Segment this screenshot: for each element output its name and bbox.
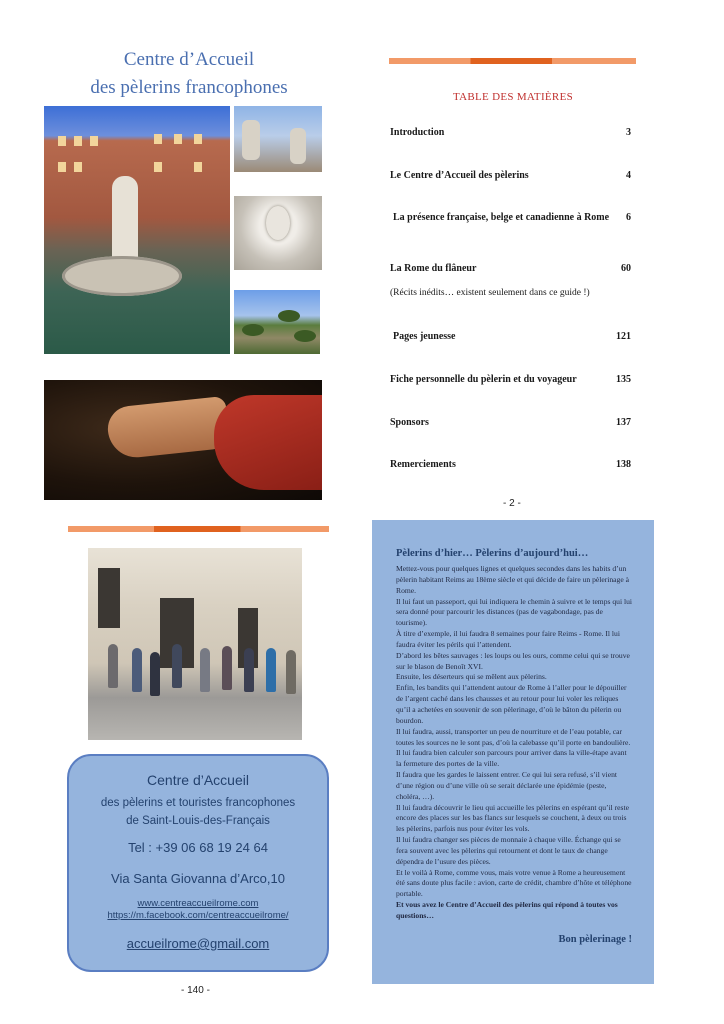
fountain-photo <box>44 106 230 354</box>
page-number-2: - 2 - <box>503 498 521 509</box>
contact-subtitle-1: des pèlerins et touristes francophones <box>100 797 296 809</box>
toc-row-sponsors[interactable] <box>390 417 631 428</box>
toc-label: Introduction <box>390 127 445 138</box>
story-box <box>372 520 654 984</box>
bust-photo <box>234 196 322 270</box>
title-line-1: Centre d’Accueil <box>123 49 255 70</box>
toc-page: 135 <box>616 374 631 385</box>
toc-page: 138 <box>616 459 631 470</box>
toc-label: Sponsors <box>390 417 429 428</box>
toc-label: Fiche personnelle du pèlerin et du voyageur <box>390 374 577 385</box>
toc-row-centre[interactable] <box>390 170 631 181</box>
story-paragraph: Ensuite, les déserteurs qui se mêlent aux pèlerins. <box>396 672 547 682</box>
toc-page: 6 <box>626 212 631 223</box>
title-line-2: des pèlerins francophones <box>90 77 288 98</box>
facebook-link[interactable]: https://m.facebook.com/centreaccueilrome/ <box>107 910 289 921</box>
contact-subtitle-2: de Saint-Louis-des-Français <box>126 815 270 827</box>
story-title: Pèlerins d’hier… Pèlerins d’aujourd’hui… <box>396 548 589 559</box>
story-body <box>396 564 632 922</box>
contact-divider-bar <box>68 526 329 532</box>
story-closing: Et vous avez le Centre d’Accueil des pèlerins qui répond à toutes vos questions… <box>396 900 618 920</box>
toc-row-flaneur[interactable] <box>390 263 631 274</box>
toc-page: 3 <box>626 127 631 138</box>
toc-row-remerciements[interactable] <box>390 459 631 470</box>
story-paragraph: Il lui faudra découvrir le lieu qui accueille les pèlerins en espérant qu’il reste encore des places sur les bas flancs sur lesquels se couchent, à deux ou trois les pèlerins, parfois nus pour éviter les vols. <box>396 802 629 834</box>
toc-label: La présence française, belge et canadienne à Rome <box>393 212 610 223</box>
toc-heading: TABLE DES MATIÈRES <box>452 91 574 103</box>
story-paragraph: Il lui faut un passeport, qui lui indiquera le chemin à suivre et le temps qui lui sera donné pour parcourir les distances (pas de vagabondage, pas de tourisme). <box>396 596 632 628</box>
website-link[interactable]: www.centreaccueilrome.com <box>137 898 259 909</box>
toc-row-presence[interactable] <box>393 212 631 223</box>
brochure-title <box>44 46 334 102</box>
toc-label: Pages jeunesse <box>393 331 456 342</box>
contact-phone: Tel : +39 06 68 19 24 64 <box>128 840 268 855</box>
toc-divider-bar <box>389 58 636 64</box>
toc-label: La Rome du flâneur <box>390 263 477 274</box>
story-paragraph: Il lui faudra, aussi, transporter un peu de nourriture et de l’eau potable, car toutes les sources ne le sont pas, d’où la calebasse qu’il porte en bandoulière. <box>396 726 631 747</box>
toc-row-fiche[interactable] <box>390 374 631 385</box>
story-paragraph: Il faudra que les gardes le laissent entrer. Ce qui lui sera refusé, s’il vient d’une région ou d’une ville où se serait déclarée une épidémie (peste, choléra, …). <box>396 770 617 801</box>
toc-page: 4 <box>626 170 631 181</box>
queue-photo <box>88 548 302 740</box>
email-link[interactable]: accueilrome@gmail.com <box>126 936 270 951</box>
story-paragraph: D’abord les bêtes sauvages : les loups ou les ours, comme celui qui se trouve sur le blason de Benoît XVI. <box>396 650 630 671</box>
story-paragraph: Enfin, les bandits qui l’attendent autour de Rome à l’aller pour le dépouiller de l’argent caché dans les chausses et au retour pour lui voler les reliques qu’il a achetées en souvenir de son pèlerinage, d’où le bâton du pèlerin ou bourdon. <box>396 683 627 725</box>
story-intro: Mettez-vous pour quelques lignes et quelques secondes dans les habits d’un pèlerin habitant Reims au 18ème siècle et qui décide de faire un pèlerinage à Rome. <box>396 564 629 595</box>
page-number-140: - 140 - <box>181 985 210 996</box>
toc-label: Le Centre d’Accueil des pèlerins <box>390 170 529 181</box>
story-paragraph: Il lui faudra changer ses pièces de monnaie à chaque ville. Échange qui se fera souvent avec les pèlerins qui retournent et dont le taux de change dépendra de l’usure des pièces. <box>396 835 621 866</box>
painting-hand-photo <box>44 380 322 500</box>
story-paragraph: Et le voilà à Rome, comme vous, mais votre venue à Rome a heureusement été sans doute plus facile : avion, carte de crédit, chambre d’hôte et téléphone portable. <box>396 867 632 899</box>
toc-row-jeunesse[interactable] <box>393 331 631 342</box>
statues-photo <box>234 106 322 172</box>
contact-title: Centre d’Accueil <box>147 772 249 788</box>
forum-photo <box>234 290 320 354</box>
toc-note: (Récits inédits… existent seulement dans ce guide !) <box>390 288 590 298</box>
contact-address: Via Santa Giovanna d’Arco,10 <box>111 871 285 886</box>
toc-row-introduction[interactable] <box>390 127 631 138</box>
toc-page: 121 <box>616 331 631 342</box>
toc-label: Remerciements <box>390 459 456 470</box>
story-paragraph: À titre d’exemple, il lui faudra 8 semaines pour faire Reims - Rome. Il lui faudra éviter les périls qui l’attendent. <box>396 629 620 649</box>
toc-page: 137 <box>616 417 631 428</box>
toc-page: 60 <box>621 263 631 274</box>
story-signoff: Bon pèlerinage ! <box>558 934 632 945</box>
story-paragraph: Il lui faudra bien calculer son parcours pour arriver dans la ville-étape avant la fermeture des portes de la ville. <box>396 748 627 769</box>
contact-card <box>67 754 329 972</box>
